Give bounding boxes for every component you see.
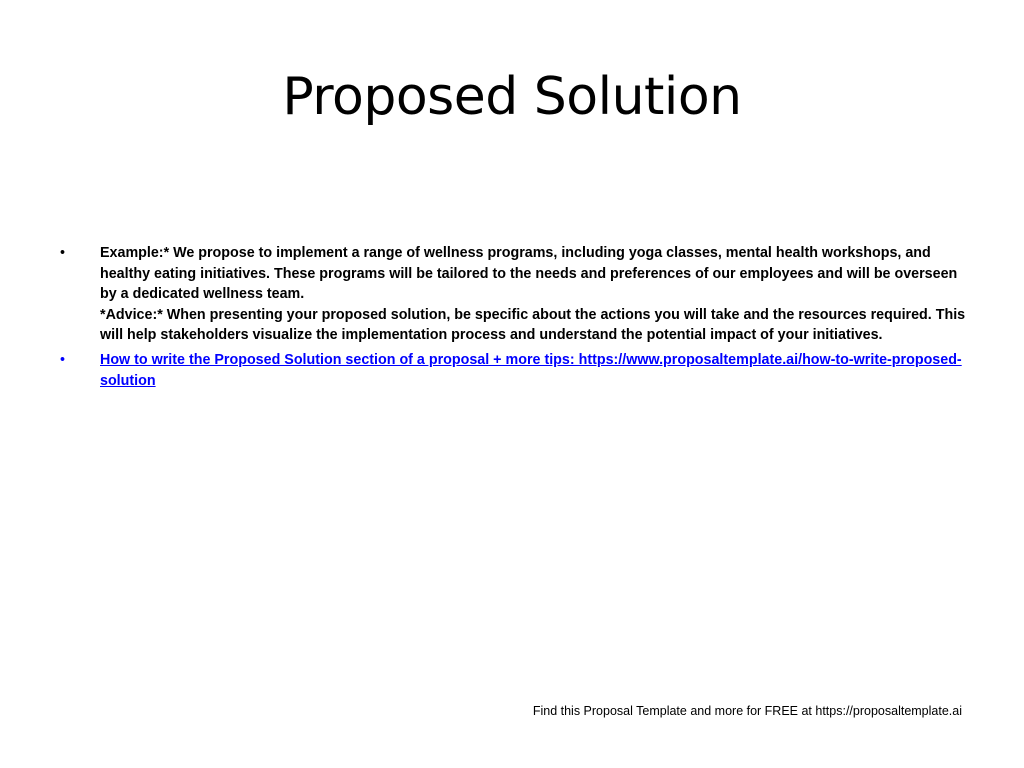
footer-text: Find this Proposal Template and more for FREE at https://proposaltemplate.ai bbox=[532, 704, 962, 718]
bullet-item-example bbox=[56, 243, 972, 346]
slide-title: Proposed Solution bbox=[282, 67, 742, 127]
proposal-tips-link[interactable]: How to write the Proposed Solution section of a proposal + more tips: https://www.proposaltemplate.ai/how-to-write-proposed-solution bbox=[100, 351, 962, 389]
bullet-item-link bbox=[56, 350, 972, 391]
slide-content bbox=[56, 243, 972, 395]
bullet-icon: • bbox=[60, 351, 66, 368]
example-text: Example:* We propose to implement a range of wellness programs, including yoga classes, mental health workshops, and healthy eating initiatives. These programs will be tailored to the needs and preferences of our employees and will be overseen by a dedicated wellness team. bbox=[100, 245, 958, 303]
bullet-icon: • bbox=[60, 245, 66, 261]
advice-text: *Advice:* When presenting your proposed solution, be specific about the actions you will take and the resources required. This will help stakeholders visualize the implementation process and understand the potential impact of your initiatives. bbox=[100, 306, 966, 344]
